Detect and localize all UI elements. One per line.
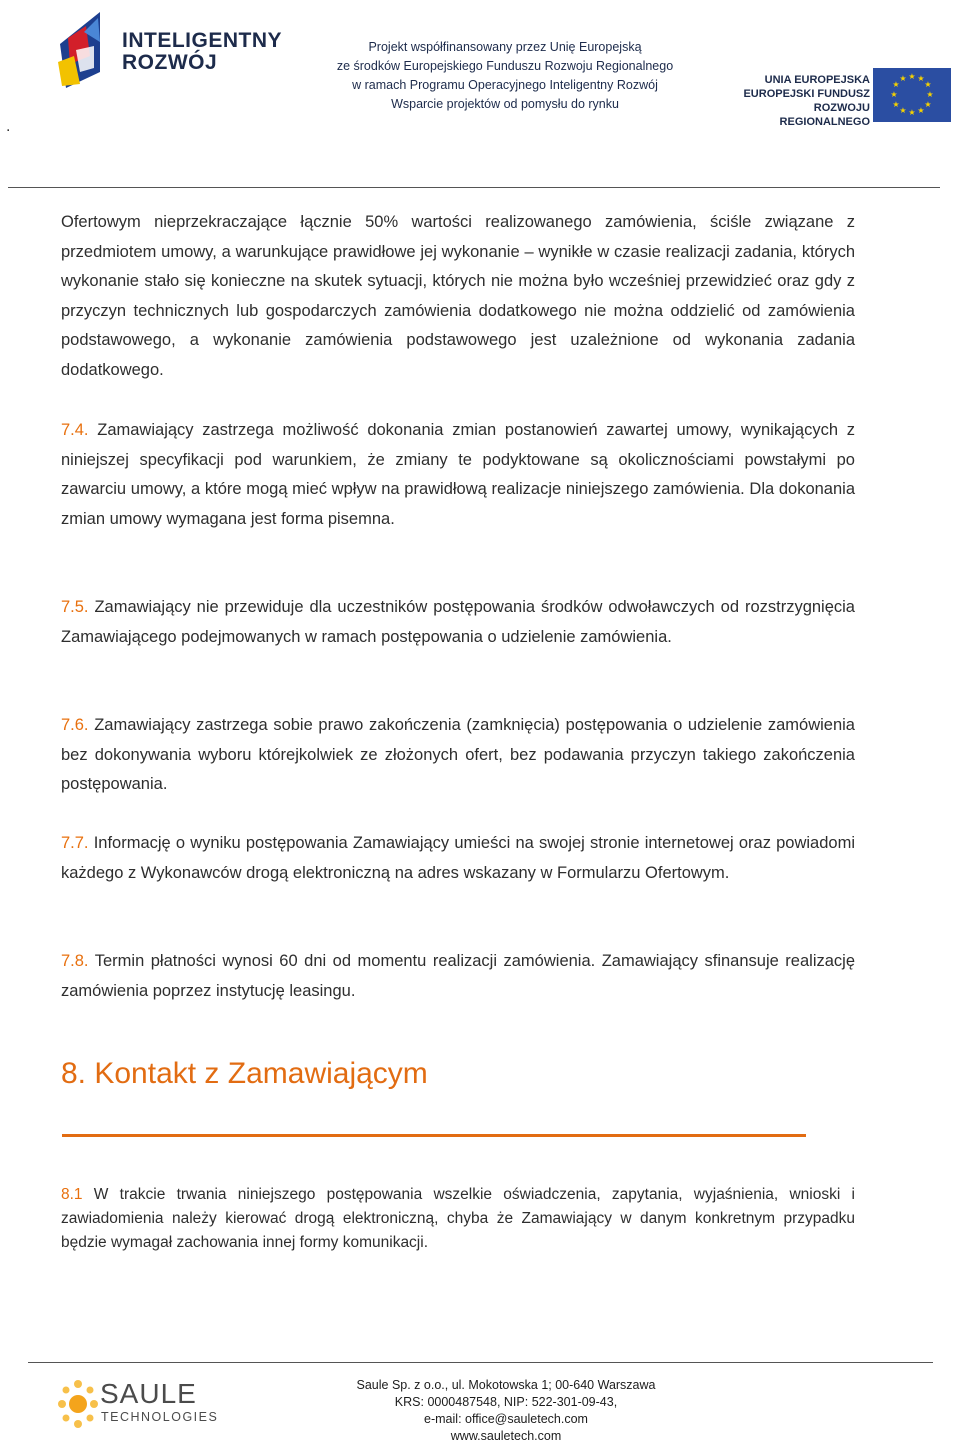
saule-logo-subtitle: TECHNOLOGIES (101, 1410, 219, 1424)
intro-paragraph: Ofertowym nieprzekraczające łącznie 50% wartości realizowanego zamówienia, ściśle związane z przedmiotem umowy, a warunkujące prawidłowe jej wykonanie – wynikłe w czasie realizacji zadania, których wykonanie stało się konieczne na skutek sytuacji, których nie można było wcześniej przewidzieć oraz gdy z przyczyn technicznych lub gospodarczych zamówienia dodatkowego nie można oddzielić od zamówienia podstawowego, a wykonanie zamówienia podstawowego jest uzależnione od wykonania zadania dodatkowego. (61, 213, 855, 379)
clause-7-4 (61, 416, 855, 534)
svg-text:★: ★ (899, 74, 907, 83)
svg-text:★: ★ (924, 80, 932, 89)
eu-flag-icon (873, 68, 951, 122)
project-line: Wsparcie projektów od pomysłu do rynku (391, 97, 619, 111)
svg-text:★: ★ (899, 106, 907, 115)
svg-text:★: ★ (917, 74, 925, 83)
project-line: ze środków Europejskiego Funduszu Rozwoju Regionalnego (336, 59, 674, 73)
svg-text:★: ★ (908, 72, 916, 81)
eu-fund-label (728, 73, 870, 129)
clause-number: 7.6. (61, 716, 89, 734)
logo-line-2: ROZWÓJ (122, 51, 218, 74)
clause-7-6 (61, 711, 855, 800)
clause-7-8 (61, 947, 855, 1006)
clause-7-5 (61, 593, 855, 652)
saule-sun-icon (58, 1376, 98, 1432)
footer-line: KRS: 0000487548, NIP: 522-301-09-43, (394, 1395, 618, 1409)
saule-logo-name: SAULE (100, 1378, 197, 1409)
svg-text:★: ★ (917, 106, 925, 115)
clause-text: Informację o wyniku postępowania Zamawiający umieści na swojej stronie internetowej oraz powiadomi każdego z Wykonawców drogą elektroniczną na adres wskazany w Formularzu Ofertowym. (61, 834, 855, 882)
project-funding-note (330, 38, 680, 114)
svg-text:★: ★ (890, 90, 898, 99)
header-divider (8, 187, 940, 188)
svg-text:★: ★ (892, 100, 900, 109)
section-8-underline (62, 1134, 806, 1137)
company-details (330, 1377, 682, 1445)
svg-text:★: ★ (908, 108, 916, 117)
eu-line: ROZWOJU REGIONALNEGO (779, 102, 870, 128)
svg-text:★: ★ (926, 90, 934, 99)
eu-line: UNIA EUROPEJSKA (764, 74, 870, 86)
project-line: Projekt współfinansowany przez Unię Europejską (368, 40, 642, 54)
clause-7-7 (61, 829, 855, 888)
eu-line: EUROPEJSKI FUNDUSZ (743, 88, 870, 100)
footer-line: e-mail: office@sauletech.com (424, 1412, 588, 1426)
section-8-heading: 8. Kontakt z Zamawiającym (61, 1057, 428, 1090)
clause-number: 8.1 (61, 1186, 83, 1203)
clause-text: Zamawiający nie przewiduje dla uczestników postępowania środków odwoławczych od rozstrzygnięcia Zamawiającego podejmowanych w ramach postępowania o udzielenie zamówienia. (61, 598, 855, 646)
svg-text:★: ★ (924, 100, 932, 109)
logo-line-1: INTELIGENTNY (122, 29, 283, 52)
clause-number: 7.8. (61, 952, 89, 970)
clause-number: 7.7. (61, 834, 89, 852)
leading-dot: . (6, 118, 11, 135)
footer-divider (28, 1362, 933, 1363)
clause-8-1 (61, 1183, 855, 1255)
project-line: w ramach Programu Operacyjnego Inteligentny Rozwój (352, 78, 658, 92)
clause-text: Zamawiający zastrzega sobie prawo zakończenia (zamknięcia) postępowania o udzielenie zamówienia bez dokonywania wyboru którejkolwiek ze złożonych ofert, bez podawania przyczyn takiego zakończenia postępowania. (61, 716, 855, 793)
footer-line: www.sauletech.com (450, 1429, 562, 1443)
footer-line: Saule Sp. z o.o., ul. Mokotowska 1; 00-640 Warszawa (356, 1378, 656, 1392)
logo-wordmark (122, 30, 282, 74)
svg-text:★: ★ (892, 80, 900, 89)
clause-number: 7.5. (61, 598, 89, 616)
clause-text: Zamawiający zastrzega możliwość dokonania zmian postanowień zawartej umowy, wynikających z niniejszej specyfikacji pod warunkiem, że zmiany te podyktowane są okolicznościami powstałymi po zawarciu umowy, a które mogą mieć wpływ na prawidłową realizacje niniejszego zamówienia. Dla dokonania zmian umowy wymagana jest forma pisemna. (61, 421, 855, 528)
clause-text: W trakcie trwania niniejszego postępowania wszelkie oświadczenia, zapytania, wyjaśnienia, wnioski i zawiadomienia należy kierować drogą elektroniczną, chyba że Zamawiający w danym konkretnym przypadku będzie wymagał zachowania innej formy komunikacji. (61, 1186, 855, 1251)
clause-text: Termin płatności wynosi 60 dni od momentu realizacji zamówienia. Zamawiający sfinansuje realizację zamówienia poprzez instytucję leasingu. (61, 952, 855, 1000)
clause-number: 7.4. (61, 421, 89, 439)
